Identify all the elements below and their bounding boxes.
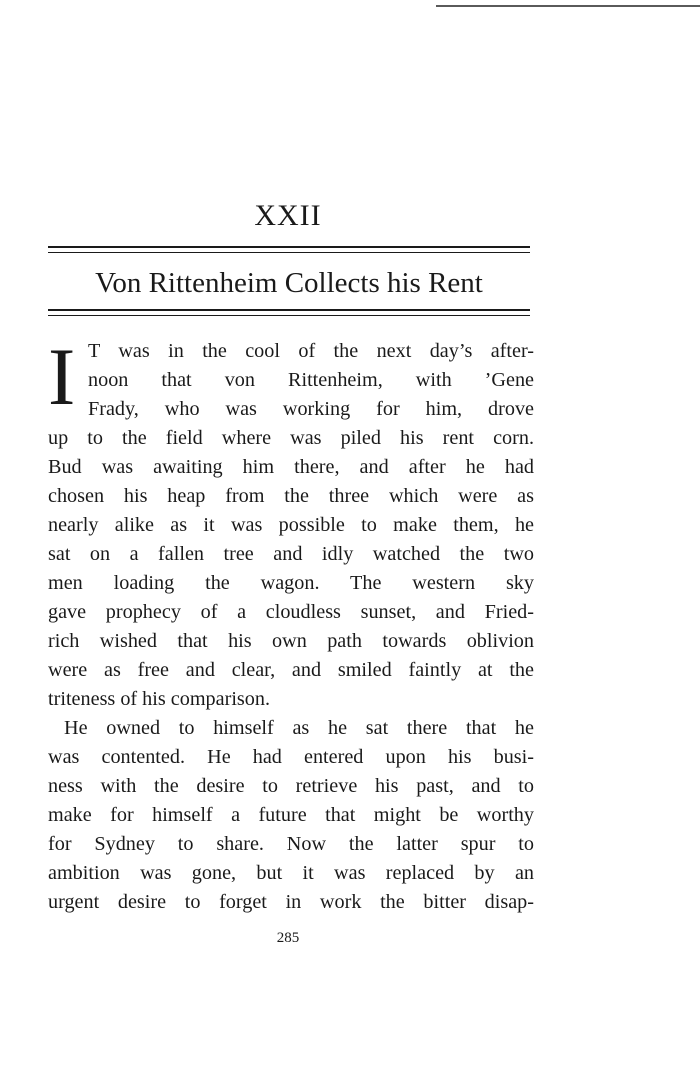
text-line: up to the field where was piled his rent corn. <box>48 427 534 449</box>
text-line: gave prophecy of a cloudless sunset, and Fried- <box>48 601 534 623</box>
text-line: triteness of his comparison. <box>48 688 271 710</box>
text-line: for Sydney to share. Now the latter spur to <box>48 833 534 855</box>
drop-cap: I <box>48 331 76 422</box>
text-line: noon that von Rittenheim, with ’Gene <box>88 369 534 391</box>
text-line: rich wished that his own path towards oblivion <box>48 630 534 652</box>
chapter-title: Von Rittenheim Collects his Rent <box>95 267 483 299</box>
text-line: Frady, who was working for him, drove <box>88 398 534 420</box>
text-line: T was in the cool of the next day’s after- <box>88 340 534 362</box>
text-line: Bud was awaiting him there, and after he had <box>48 456 534 478</box>
text-line: nearly alike as it was possible to make them, he <box>48 514 534 536</box>
text-line: ness with the desire to retrieve his past, and to <box>48 775 534 797</box>
text-line: chosen his heap from the three which were as <box>48 485 534 507</box>
text-line: ambition was gone, but it was replaced by an <box>48 862 534 884</box>
title-rule-top <box>48 246 530 253</box>
page-number: 285 <box>276 930 300 946</box>
scan-edge-rule <box>436 5 700 7</box>
chapter-number: XXII <box>254 199 322 232</box>
text-line: make for himself a future that might be worthy <box>48 804 534 826</box>
title-rule-bottom <box>48 309 530 316</box>
body-text <box>48 331 534 917</box>
text-line: was contented. He had entered upon his busi- <box>48 746 534 768</box>
text-line: He owned to himself as he sat there that he <box>64 717 534 739</box>
text-line: sat on a fallen tree and idly watched the two <box>48 543 534 565</box>
text-line: men loading the wagon. The western sky <box>48 572 534 594</box>
text-line: were as free and clear, and smiled faintly at the <box>48 659 534 681</box>
text-line: urgent desire to forget in work the bitter disap- <box>48 891 534 913</box>
